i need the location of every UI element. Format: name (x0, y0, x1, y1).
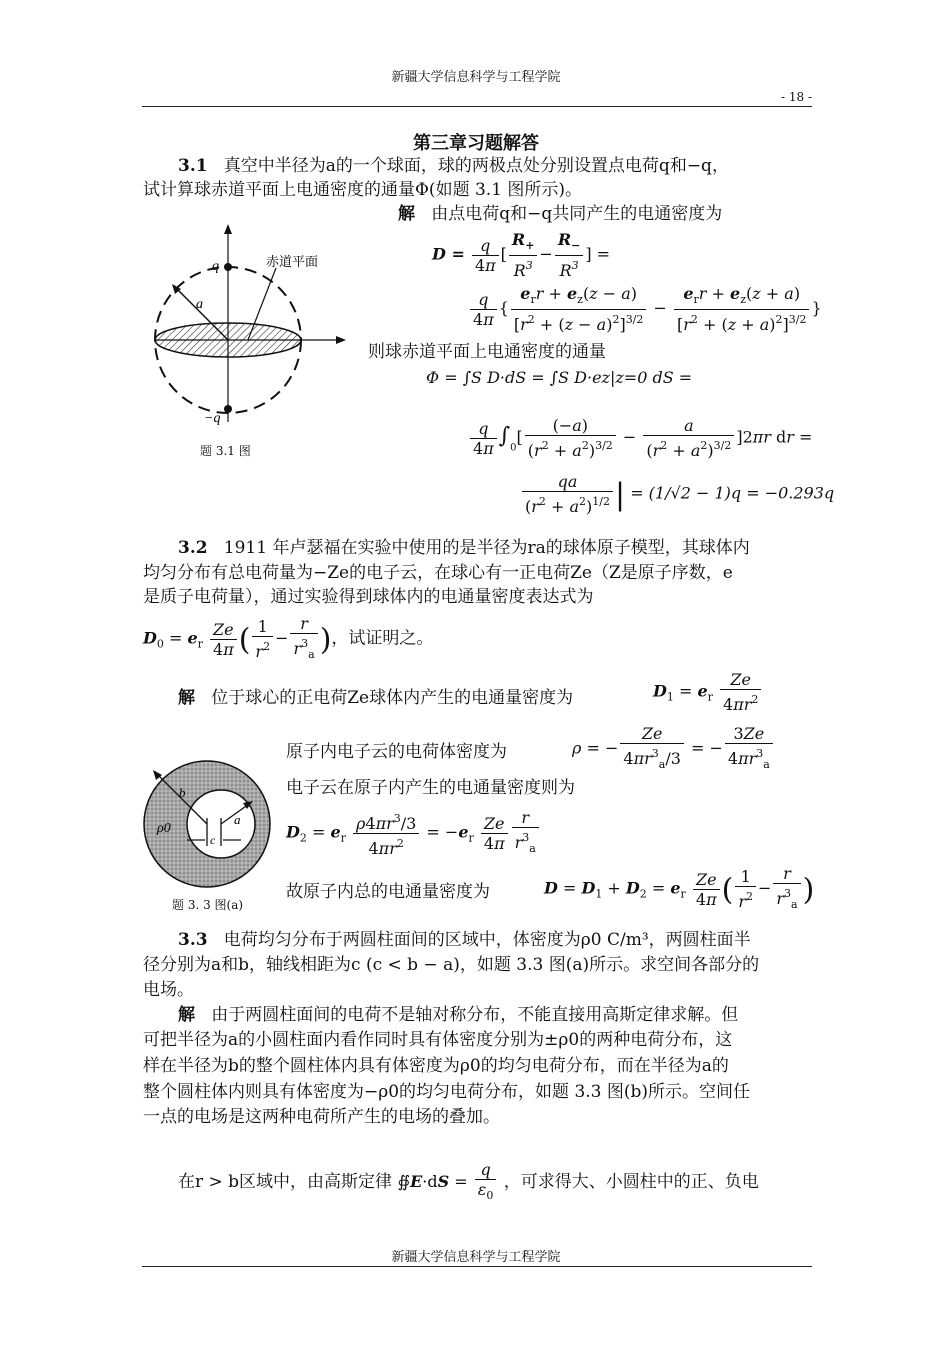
solution-3-3-line6: 在r > b区域中，由高斯定律 ∯E·dS = $\frac{q}{\varepsilon_0}$ ，可求得大、小圆柱中的正、负电 (178, 1160, 759, 1202)
problem-number: 3.1 (178, 156, 208, 176)
equation-D: D = $\frac{q}{4\pi}$ [ $\frac{R_+}{R^3}$ − $\frac{R_-}{R^3}$ ] = (432, 230, 611, 280)
solution-3-3-line5: 一点的电场是这两种电荷所产生的电场的叠加。 (143, 1107, 500, 1127)
problem-3-2-line1 (178, 536, 750, 560)
problem-3-3-line1 (178, 928, 751, 952)
equation-D2: $D_2 = e_r$ $\frac{\rho 4\pi r^3/3}{4\pi r^2}$ = $-e_r$ $\frac{Ze}{4\pi}$ $\frac{r}{r^3_a}$ (286, 808, 541, 858)
problem-3-1-line2: 试计算球赤道平面上电通密度的通量Φ(如题 3.1 图所示)。 (143, 180, 583, 200)
label-minus-q: −q (204, 411, 221, 426)
problem-text: 电荷均匀分布于两圆柱面间的区域中，体密度为ρ0 C/m³，两圆柱面半 (223, 930, 751, 950)
label-equator: 赤道平面 (266, 255, 319, 270)
problem-text: 1911 年卢瑟福在实验中使用的是半径为ra的球体原子模型，其球体内 (223, 538, 750, 558)
solution-text: 由点电荷q和−q共同产生的电通密度为 (431, 204, 723, 224)
equation-D-expanded: $\frac{q}{4\pi}$ { $\frac{e_rr + e_z(z - a)}{[r^2 + (z - a)^2]^{3/2}}$ − $\frac{e_rr + e_z(z + a)}{[r^2 + (z + a)^2]^{3/2}}$ } (468, 284, 822, 334)
problem-3-3-line2: 径分别为a和b，轴线相距为c (c < b − a)，如题 3.3 图(a)所示。求空间各部分的 (143, 955, 760, 975)
equation-D0: $D_0 = e_r$ $\frac{Ze}{4\pi}$ ( $\frac{1}{r^2}$ − $\frac{r}{r^3_a}$ )，试证明之。 (143, 614, 434, 661)
equation-D-total: $D = D_1 + D_2 = e_r$ $\frac{Ze}{4\pi}$ ( $\frac{1}{r^2}$ − $\frac{r}{r^3_a}$ ) (544, 864, 815, 911)
equation-rho: ρ = − $\frac{Ze}{4\pi r^3_a/3}$ = − $\frac{3Ze}{4\pi r^3_a}$ (572, 724, 775, 774)
equation-flux-integral: $\frac{q}{4\pi}$ $\int_0$[ $\frac{(-a)}{(r^2 + a^2)^{3/2}}$ − $\frac{a}{(r^2 + a^2)^{3/2}}$ ]2πr dr = (468, 416, 812, 460)
running-footer: 新疆大学信息科学与工程学院 (391, 1250, 561, 1265)
equation-D1: $D_1 = e_r$ $\frac{Ze}{4\pi r^2}$ (653, 670, 763, 714)
problem-text: 真空中半径为a的一个球面，球的两极点处分别设置点电荷q和−q， (223, 156, 729, 176)
solution-3-2-line4: 故原子内总的电通量密度为 (286, 882, 490, 902)
problem-3-2-line3: 是质子电荷量），通过实验得到球体内的电通量密度表达式为 (143, 587, 594, 607)
equation-flux: Φ = ∫S D·dS = ∫S D·ez|z=0 dS = (426, 368, 693, 387)
label-rho0: ρ0 (157, 821, 171, 836)
solution-3-2-line2: 原子内电子云的电荷体密度为 (286, 742, 507, 762)
label-b: b (179, 785, 186, 800)
figure-3-3a-caption: 题 3. 3 图(a) (172, 898, 244, 912)
problem-3-3-line3: 电场。 (143, 980, 194, 1000)
solution-3-3-line2: 可把半径为a的小圆柱面内看作同时具有体密度分别为±ρ0的两种电荷分布，这 (143, 1030, 733, 1050)
label-c: c (210, 833, 216, 847)
figure-3-3a (143, 752, 273, 892)
problem-3-1-line1 (178, 154, 729, 178)
footer-rule (142, 1266, 812, 1267)
solution-3-3-line4: 整个圆柱体内则具有体密度为−ρ0的均匀电荷分布，如题 3.3 图(b)所示。空间任 (143, 1082, 751, 1102)
label-a: a (196, 297, 203, 312)
solution-3-1-then: 则球赤道平面上电通密度的通量 (368, 342, 606, 362)
running-header: 新疆大学信息科学与工程学院 (391, 70, 561, 85)
solution-3-2-line3: 电子云在原子内产生的电通量密度则为 (286, 778, 575, 798)
problem-number: 3.2 (178, 538, 208, 558)
figure-3-1 (148, 222, 348, 462)
equation-flux-result: $\frac{qa}{(r^2 + a^2)^{1/2}}$ | = (1/√2 − 1)q = −0.293q (520, 472, 834, 516)
figure-3-1-caption: 题 3.1 图 (200, 444, 251, 458)
solution-3-3-line1: 解 由于两圆柱面间的电荷不是轴对称分布，不能直接用高斯定律求解。但 (178, 1005, 739, 1025)
solution-3-3-line3: 样在半径为b的整个圆柱体内具有体密度为ρ0的均匀电荷分布，而在半径为a的 (143, 1056, 729, 1076)
page-number: - 18 - (780, 90, 812, 104)
chapter-title: 第三章习题解答 (413, 133, 539, 154)
label-a: a (234, 812, 241, 827)
solution-label: 解 (398, 204, 415, 224)
header-rule (142, 106, 812, 107)
solution-3-2-line1: 解 位于球心的正电荷Ze球体内产生的电通量密度为 (178, 688, 574, 708)
problem-3-2-line2: 均匀分布有总电荷量为−Ze的电子云，在球心有一正电荷Ze（Z是原子序数，e (143, 563, 733, 583)
problem-number: 3.3 (178, 930, 208, 950)
label-q: q (212, 259, 219, 274)
solution-3-1-intro (398, 202, 722, 226)
